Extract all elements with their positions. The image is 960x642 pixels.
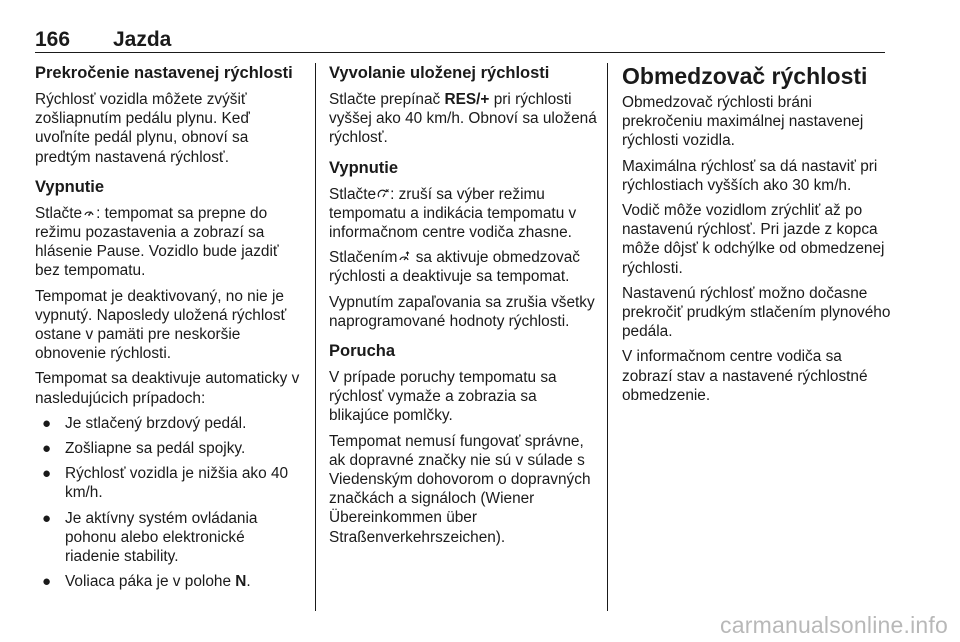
section-heading: Obmedzovač rýchlosti — [622, 63, 868, 89]
page-number: 166 — [35, 28, 71, 51]
paragraph: Stlačte : zruší sa výber režimu tempomatu a indikácia tempomatu v informačnom centre vodiča zhasne. — [329, 185, 577, 242]
paragraph: Obmedzovač rýchlosti bráni prekročeniu maximálnej nastavenej rýchlosti vozidla. — [622, 94, 864, 150]
column-1 — [35, 63, 303, 597]
section-heading: Prekročenie nastavenej rýchlosti — [35, 64, 293, 82]
paragraph: Stlačte : tempomat sa prepne do režimu pozastavenia a zobrazí sa hlásenie Pause. Vozidlo bude jazdiť bez tempomatu. — [35, 204, 279, 280]
column-2 — [329, 63, 599, 553]
section-heading: Vyvolanie uloženej rýchlosti — [329, 64, 550, 82]
column-divider — [315, 63, 316, 611]
paragraph: Tempomat je deaktivovaný, no nie je vypnutý. Naposledy uložená rýchlosť ostane v pamäti pre neskoršie obnovenie rýchlosti. — [35, 287, 287, 363]
subsection-heading: Vypnutie — [329, 158, 399, 177]
paragraph: V informačnom centre vodiča sa zobrazí stav a nastavené rýchlostné obmedzenie. — [622, 348, 868, 404]
paragraph: V prípade poruchy tempomatu sa rýchlosť vymaže a zobrazia sa blikajúce pomlčky. — [329, 369, 557, 425]
list-item: ● Je aktívny systém ovládania pohonu alebo elektronické riadenie stability. — [42, 509, 258, 566]
page-header — [35, 28, 885, 53]
bullet-list — [35, 414, 303, 592]
paragraph: Rýchlosť vozidla môžete zvýšiť zošliapnutím pedálu plynu. Keď uvoľníte pedál plynu, obnoví sa predtým nastavená rýchlosť. — [35, 91, 250, 166]
paragraph: Stlačte prepínač RES/+ pri rýchlosti vyššej ako 40 km/h. Obnoví sa uložená rýchlosť. — [329, 91, 597, 147]
paragraph: Vypnutím zapaľovania sa zrušia všetky naprogramované hodnoty rýchlosti. — [329, 293, 595, 330]
cruise-control-off-icon — [83, 207, 95, 219]
speed-limiter-icon — [398, 251, 410, 263]
subsection-heading: Vypnutie — [35, 177, 105, 196]
list-item: ● Voliaca páka je v polohe N. — [42, 573, 251, 591]
paragraph: Nastavenú rýchlosť možno dočasne prekročiť prudkým stlačením plynového pedála. — [622, 284, 891, 341]
paragraph: Tempomat sa deaktivuje automaticky v nasledujúcich prípadoch: — [35, 370, 300, 407]
paragraph: Maximálna rýchlosť sa dá nastaviť pri rýchlostiach vyšších ako 30 km/h. — [622, 157, 878, 194]
cruise-control-cancel-icon — [377, 188, 389, 200]
column-3 — [622, 63, 892, 411]
paragraph: Tempomat nemusí fungovať správne, ak dopravné značky nie sú v súlade s Viedenským dohovorom o dopravných značkách a signáloch (Wiener Übereinkommen über Straßenverkehrszeichen). — [329, 432, 591, 546]
paragraph: Vodič môže vozidlom zrýchliť až po nastavenú rýchlosť. Pri jazde z kopca môže dôjsť k odchýlke od obmedzenej rýchlosti. — [622, 202, 885, 277]
column-divider — [607, 63, 608, 611]
list-item: ● Zošliapne sa pedál spojky. — [42, 440, 246, 458]
list-item: ● Je stlačený brzdový pedál. — [42, 414, 247, 432]
chapter-title: Jazda — [113, 28, 172, 51]
list-item: ● Rýchlosť vozidla je nižšia ako 40 km/h. — [42, 465, 289, 502]
subsection-heading: Porucha — [329, 342, 396, 361]
paragraph: Stlačením sa aktivuje obmedzovač rýchlosti a deaktivuje sa tempomat. — [329, 249, 580, 286]
watermark: carmanualsonline.info — [720, 612, 948, 638]
